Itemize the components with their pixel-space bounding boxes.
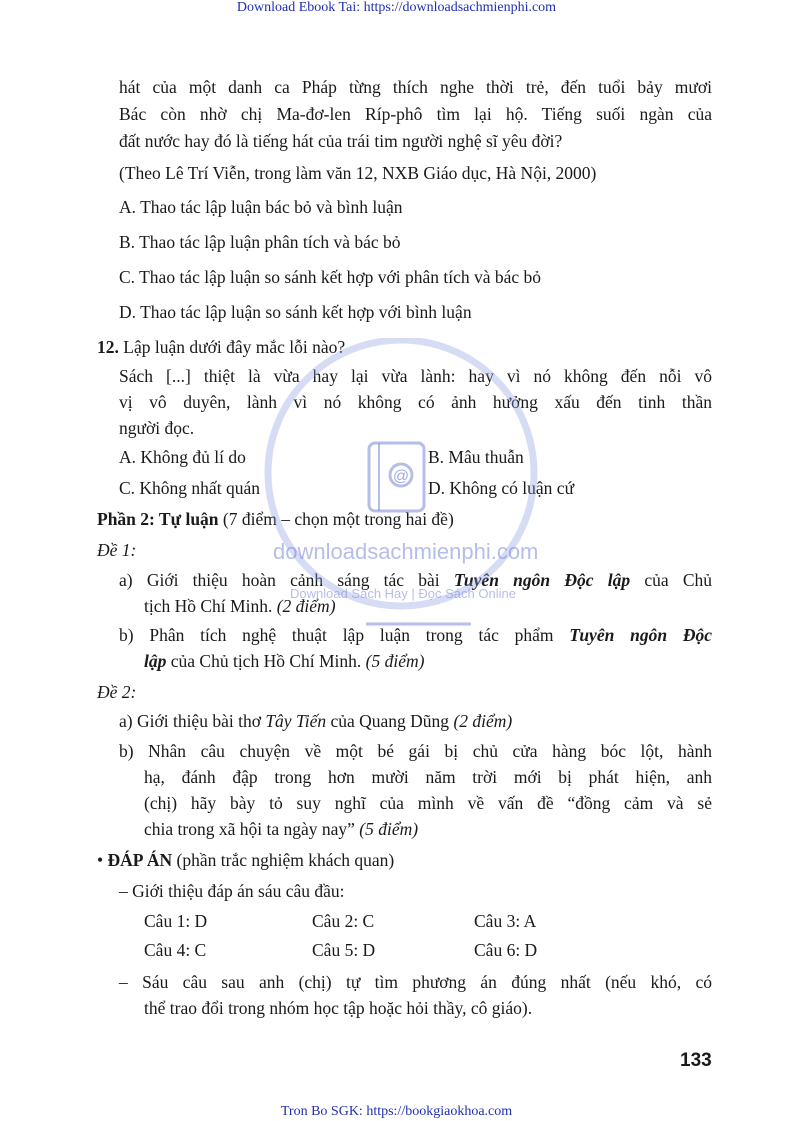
q12-option-c: C. Không nhất quán xyxy=(119,478,260,498)
de2-label: Đề 2: xyxy=(97,682,137,702)
de1-b-line-2 xyxy=(144,650,424,672)
de1-a-title: Tuyên ngôn Độc lập xyxy=(453,570,631,590)
bottom-sgk-banner[interactable]: Tron Bo SGK: https://bookgiaokhoa.com xyxy=(280,1104,513,1119)
de1-a-pre: a) Giới thiệu hoàn cảnh sáng tác bài xyxy=(119,570,454,590)
answers-heading xyxy=(97,849,394,871)
de1-label: Đề 1: xyxy=(97,540,137,560)
de2-b-line-2: hạ, đánh đập trong hơn mười năm trời mới bị phát hiện, anh xyxy=(144,767,712,787)
q12-text-line-1: Sách [...] thiệt là vừa hay lại vừa lành: hay vì nó không đến nỗi vô xyxy=(119,366,712,386)
watermark-title: downloadsachmienphi.com xyxy=(273,539,539,564)
de1-b-title-1: Tuyên ngôn Độc xyxy=(569,625,712,645)
de2-a-title: Tây Tiến xyxy=(265,711,327,731)
q11-option-c: C. Thao tác lập luận so sánh kết hợp với phân tích và bác bỏ xyxy=(119,267,542,287)
q12-option-d: D. Không có luận cứ xyxy=(428,478,575,498)
answers-note-line-2: thể trao đổi trong nhóm học tập hoặc hỏi thầy, cô giáo). xyxy=(144,998,533,1018)
q12-number: 12. xyxy=(97,337,119,357)
de2-a-points: (2 điểm) xyxy=(453,711,513,731)
page-number: 133 xyxy=(680,1050,712,1071)
de2-a-line xyxy=(119,710,512,732)
de2-a-pre: a) Giới thiệu bài thơ xyxy=(119,711,266,731)
de1-b-line-1 xyxy=(119,624,712,646)
de1-b-points: (5 điểm) xyxy=(365,651,425,671)
answer-key: Câu 6: D xyxy=(474,940,538,960)
q12-option-a: A. Không đủ lí do xyxy=(119,447,246,467)
answer-key: Câu 4: C xyxy=(144,940,207,960)
passage-line-3: đất nước hay đó là tiếng hát của trái tim người nghệ sĩ yêu đời? xyxy=(119,131,563,151)
q12-text-line-3: người đọc. xyxy=(119,418,195,438)
passage-line-2: Bác còn nhờ chị Ma-đơ-len Ríp-phô tìm lại hộ. Tiếng suối ngàn của xyxy=(119,104,712,124)
q12-option-b: B. Mâu thuẫn xyxy=(428,447,524,467)
answers-title-note: (phần trắc nghiệm khách quan) xyxy=(172,850,395,870)
answer-key: Câu 3: A xyxy=(474,911,537,931)
source-citation: (Theo Lê Trí Viễn, trong làm văn 12, NXB Giáo dục, Hà Nội, 2000) xyxy=(119,163,597,183)
answers-intro: – Giới thiệu đáp án sáu câu đầu: xyxy=(119,881,345,901)
svg-text:@: @ xyxy=(392,468,410,485)
part2-title: Phần 2: Tự luận xyxy=(97,509,219,529)
de1-b-title-2: lập xyxy=(144,651,167,671)
top-download-banner[interactable]: Download Ebook Tai: https://downloadsachmienphi.com xyxy=(236,0,557,15)
q11-option-b: B. Thao tác lập luận phân tích và bác bỏ xyxy=(119,232,401,252)
answer-key: Câu 5: D xyxy=(312,940,376,960)
answers-title: ĐÁP ÁN xyxy=(107,850,173,870)
part2-heading xyxy=(97,508,454,530)
passage-line-1: hát của một danh ca Pháp từng thích nghe thời trẻ, đến tuổi bảy mươi xyxy=(119,77,712,97)
answers-bullet: • xyxy=(97,850,104,870)
de1-a-post: của Chủ xyxy=(630,570,712,590)
q12-question xyxy=(97,336,345,358)
q11-option-a: A. Thao tác lập luận bác bỏ và bình luận xyxy=(119,197,403,217)
ebook-at-sign-icon xyxy=(369,443,424,511)
de2-b-points: (5 điểm) xyxy=(359,819,419,839)
part2-note: (7 điểm – chọn một trong hai đề) xyxy=(218,509,454,529)
q11-option-d: D. Thao tác lập luận so sánh kết hợp với bình luận xyxy=(119,302,472,322)
de1-a-line2-text: tịch Hồ Chí Minh. xyxy=(144,596,277,616)
de2-a-post: của Quang Dũng xyxy=(326,711,454,731)
de1-b-pre: b) Phân tích nghệ thuật lập luận trong tác phẩm xyxy=(119,625,570,645)
de2-b-line-1: b) Nhân câu chuyện về một bé gái bị chủ cửa hàng bóc lột, hành xyxy=(119,741,712,761)
de2-b-line-4 xyxy=(144,818,418,840)
answers-note-line-1: – Sáu câu sau anh (chị) tự tìm phương án đúng nhất (nếu khó, có xyxy=(119,972,712,992)
q12-text-line-2: vị vô duyên, lành vì nó không có ảnh hưởng xấu đến tinh thần xyxy=(119,392,712,412)
q12-question-text: Lập luận dưới đây mắc lỗi nào? xyxy=(118,337,346,357)
answer-key: Câu 2: C xyxy=(312,911,375,931)
answer-key: Câu 1: D xyxy=(144,911,208,931)
de1-a-points: (2 điểm) xyxy=(276,596,336,616)
watermark-subtitle: Download Sách Hay | Đọc Sách Online xyxy=(290,586,516,601)
de2-b-line4-text: chia trong xã hội ta ngày nay” xyxy=(144,819,360,839)
de1-b-post: của Chủ tịch Hồ Chí Minh. xyxy=(166,651,366,671)
de2-b-line-3: (chị) hãy bày tỏ suy nghĩ của mình về vấn đề “đồng cảm và sẻ xyxy=(144,793,712,813)
